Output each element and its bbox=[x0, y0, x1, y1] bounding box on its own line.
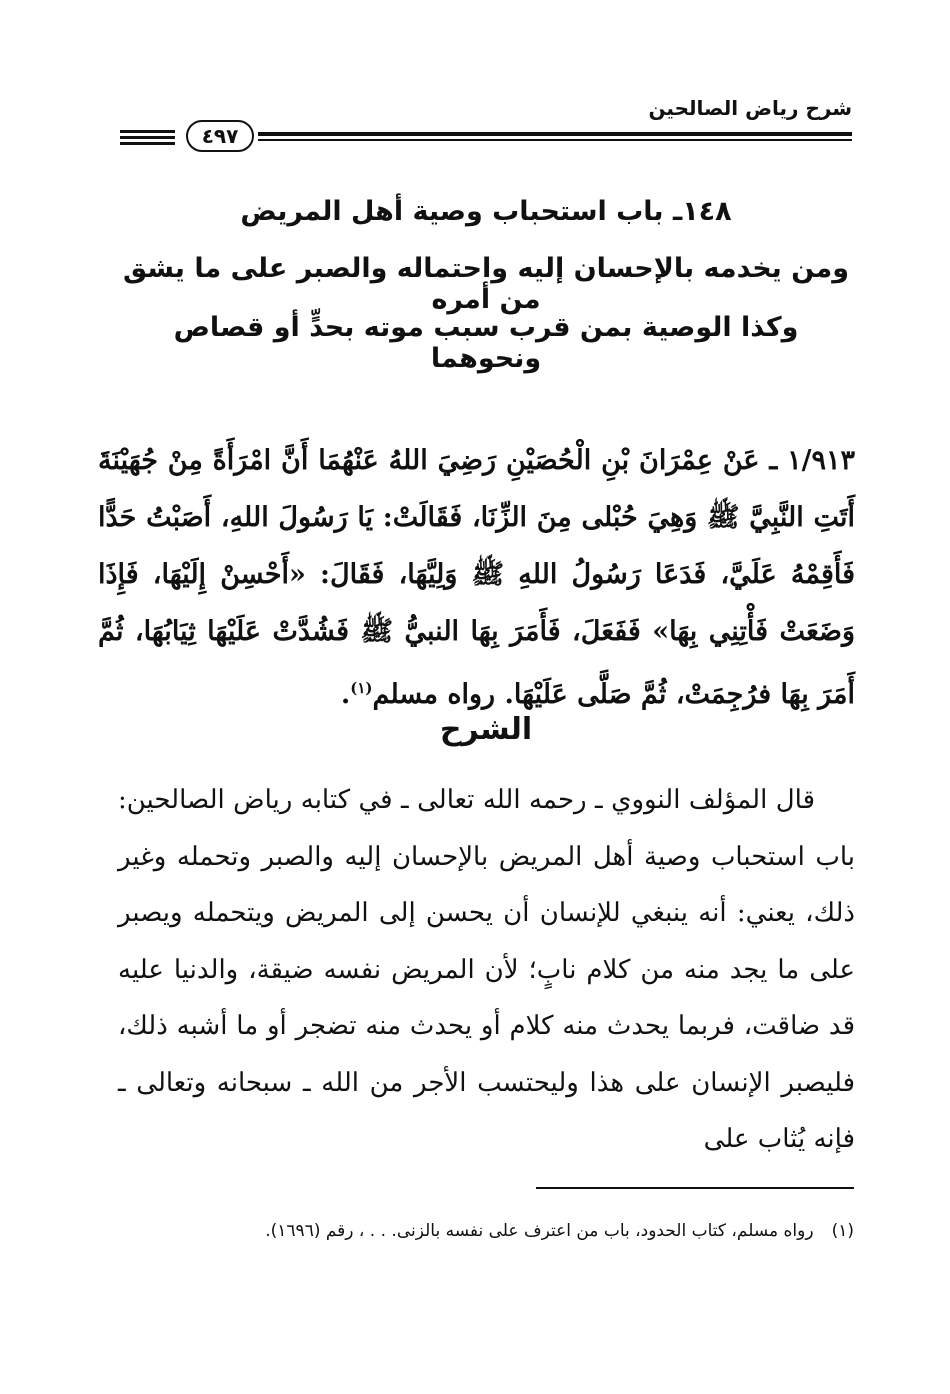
chapter-heading-line-3: وكذا الوصية بمن قرب سبب موته بحدٍّ أو قصاص ونحوهما bbox=[173, 312, 799, 374]
footnote-number: (١) bbox=[831, 1221, 854, 1241]
hadith-text: ١/٩١٣ ـ عَنْ عِمْرَانَ بْنِ الْحُصَيْنِ رَضِيَ اللهُ عَنْهُمَا أَنَّ امْرَأَةً مِنْ جُهَيْنَةَ أَتَتِ النَّبِيَّ ﷺ وَهِيَ حُبْلى مِنَ الزِّنَا، فَقَالَتْ: يَا رَسُولَ اللهِ، أَصَبْتُ حَدًّا فَأَقِمْهُ عَلَيَّ، فَدَعَا رَسُولُ اللهِ ﷺ وَلِيَّهَا، فَقَالَ: «أَحْسِنْ إِلَيْهَا، فَإِذَا وَضَعَتْ فَأْتِنِي بِهَا» فَفَعَلَ، فَأَمَرَ بِهَا النبيُّ ﷺ فَشُدَّتْ عَلَيْهَا ثِيَابُهَا، ثُمَّ أَمَرَ بِهَا فرُجِمَتْ، ثُمَّ صَلَّى عَلَيْهَا. رواه مسلم bbox=[98, 445, 855, 710]
chapter-heading-line-2: ومن يخدمه بالإحسان إليه واحتماله والصبر على ما يشق من أمره bbox=[122, 253, 850, 315]
commentary-body: قال المؤلف النووي ـ رحمه الله تعالى ـ في كتابه رياض الصالحين: باب استحباب وصية أهل المريض بالإحسان إليه والصبر وتحمله وغير ذلك، يعني: أنه ينبغي للإنسان أن يحسن إلى المريض ويتحمله ويصبر على ما يجد منه من كلام نابٍ؛ لأن المريض نفسه ضيقة، والدنيا عليه قد ضاقت، فربما يحدث منه كلام أو يحدث منه تضجر أو ما أشبه ذلك، فليصبر الإنسان على هذا وليحتسب الأجر من الله ـ سبحانه وتعالى ـ فإنه يُثاب على bbox=[118, 785, 855, 1154]
footnote-separator bbox=[536, 1187, 854, 1189]
commentary-title: الشرح bbox=[439, 712, 533, 747]
chapter-heading-line-1: ١٤٨ـ باب استحباب وصية أهل المريض bbox=[240, 196, 732, 227]
page-number-badge: ٤٩٧ bbox=[186, 120, 254, 152]
hadith-end: . bbox=[340, 679, 351, 710]
footnote-reference: (١) bbox=[350, 679, 373, 697]
footnote-text: رواه مسلم، كتاب الحدود، باب من اعترف على نفسه بالزنى. . . ، رقم (١٦٩٦). bbox=[265, 1221, 814, 1241]
hadith-text-block bbox=[98, 432, 855, 723]
footnote bbox=[265, 1221, 854, 1241]
running-title: شرح رياض الصالحين bbox=[648, 96, 852, 120]
